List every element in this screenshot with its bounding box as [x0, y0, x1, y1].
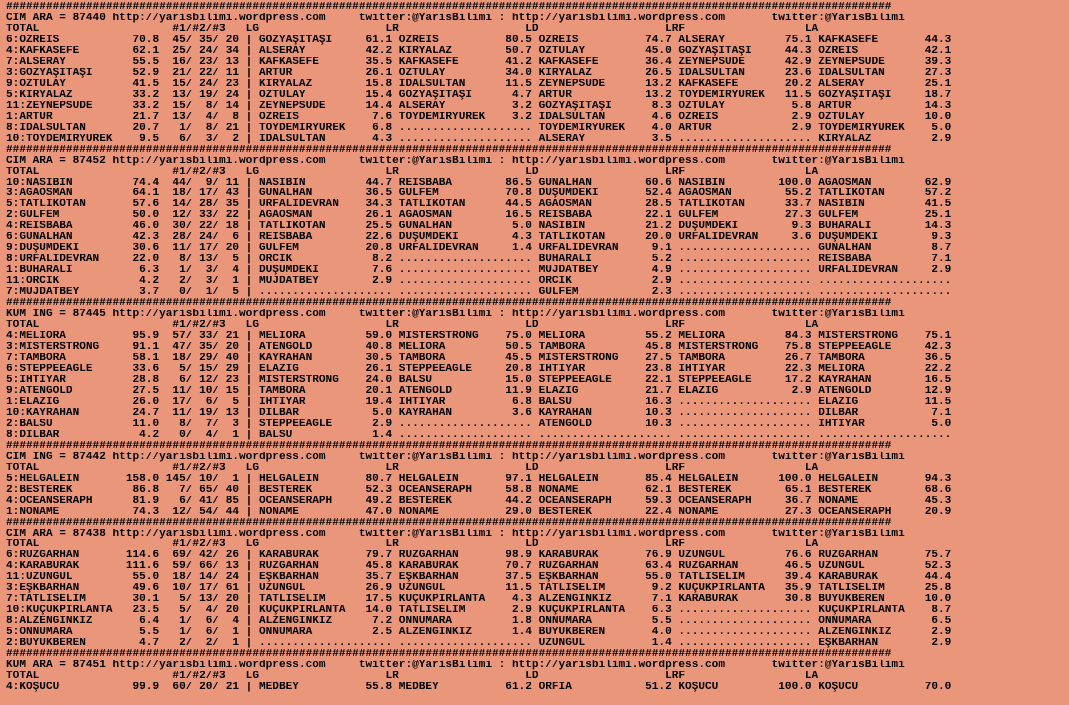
document-line: CIM ARA = 87438 http://yarisbilimi.wordpress.com twitter:@YarisBilimi : http://yarisbilimi.wordpress.com twitter:@YarisBilimi	[6, 528, 905, 540]
document-line: 4:KAFKASEFE 62.1 25/ 24/ 34 | ALSERAY 42.2 KIRYALAZ 50.7 ÖZTÜLAY 45.0 GÖZYAŞITAŞI 44.3 ÖZREİS 42.1	[6, 45, 952, 57]
document-line: KUM ARA = 87451 http://yarisbilimi.wordpress.com twitter:@YarisBilimi : http://yarisbilimi.wordpress.com twitter:@YarisBilimi	[6, 660, 905, 672]
document-line: 2:BALSU 11.0 8/ 7/ 3 | STEPPEEAGLE 2.9 .................... ATENGOLD 10.3 .................... İHTİYAR 5.0	[6, 418, 952, 430]
document-line: TOTAL #1/#2/#3 LG LR LD LRF LA	[6, 320, 819, 332]
document-line: 10:KÜÇÜKPIRLANTA 23.5 5/ 4/ 20 | KÜÇÜKPIRLANTA 14.0 TATLISELİM 2.9 KÜÇÜKPIRLANTA 6.3 .................... KÜÇÜKPIRLANTA 8.7	[6, 605, 952, 617]
document-line: 9:ATENGOLD 27.5 11/ 10/ 15 | TAMBORA 20.1 ATENGOLD 11.9 ELAZIĞ 21.7 ELAZIĞ 2.9 ATENGOLD 12.9	[6, 385, 952, 397]
document-line: 6:STEPPEEAGLE 33.6 5/ 15/ 29 | ELAZIĞ 26.1 STEPPEEAGLE 20.8 İHTİYAR 23.8 İHTİYAR 22.3 MELİORA 22.2	[6, 363, 952, 375]
document-line: 8:DİLBAR 4.2 0/ 4/ 1 | BALSU 1.4 .................... .................... .................... ....................	[6, 429, 952, 441]
document-line: 5:İHTİYAR 28.8 6/ 12/ 23 | MİSTERSTRONG 24.0 BALSU 15.0 STEPPEEAGLE 22.1 STEPPEEAGLE 17.2 KAYRAHAN 16.5	[6, 374, 952, 386]
document-line: 1:ARTUR 21.7 13/ 4/ 8 | ÖZREİS 7.6 TOYDEMİRYÜREK 3.2 İDALSULTAN 4.6 ÖZREİS 2.9 ÖZTÜLAY 10.0	[6, 111, 952, 123]
document-line: 8:İDALSULTAN 20.7 1/ 8/ 21 | TOYDEMİRYÜREK 6.8 .................... TOYDEMİRYÜREK 4.0 ARTUR 2.9 TOYDEMİRYÜREK 5.0	[6, 122, 952, 134]
document-line: #####################################################################################################################################	[6, 144, 892, 156]
document-line: 1:ELAZIĞ 26.0 17/ 6/ 5 | İHTİYAR 19.4 İHTİYAR 6.8 BALSU 16.3 .................... ELAZIĞ 11.5	[6, 396, 952, 408]
document-line: #####################################################################################################################################	[6, 298, 892, 310]
document-line: 8:ALZENGİNKİZ 6.4 1/ 6/ 4 | ALZENGİNKİZ 7.2 ONNUMARA 1.8 ONNUMARA 5.5 .................... ONNUMARA 6.5	[6, 616, 952, 628]
document-line: 5:KIRYALAZ 33.2 13/ 19/ 24 | ÖZTÜLAY 15.4 GÖZYAŞITAŞI 4.7 ARTUR 13.2 TOYDEMİRYÜREK 11.5 GÖZYAŞITAŞI 18.7	[6, 89, 952, 101]
document-line: 1:NONAME 74.3 12/ 54/ 44 | NONAME 47.0 NONAME 29.0 BESTEREK 22.4 NONAME 27.3 OCEANSERAPH 20.9	[6, 506, 952, 518]
document-line: 7:TAMBORA 58.1 18/ 29/ 40 | KAYRAHAN 30.5 TAMBORA 45.5 MİSTERSTRONG 27.5 TAMBORA 26.7 TAMBORA 36.5	[6, 353, 952, 364]
document-line: 5:HELGALEİN 158.0 145/ 10/ 1 | HELGALEİN 80.7 HELGALEİN 97.1 HELGALEİN 85.4 HELGALEİN 100.0 HELGALEİN 94.3	[6, 473, 952, 485]
document-line: 3:EŞKBARHAN 49.6 10/ 17/ 61 | UZUNGÜL 26.9 UZUNGÜL 11.5 TATLISELİM 9.2 KÜÇÜKPIRLANTA 35.9 TATLISELİM 25.8	[6, 583, 952, 595]
document-line: 4:MELİORA 95.9 57/ 33/ 21 | MELİORA 59.0 MİSTERSTRONG 75.0 MELİORA 55.2 MELİORA 84.3 MİSTERSTRONG 75.1	[6, 331, 952, 343]
document-line: 10:TOYDEMİRYÜREK 9.5 6/ 3/ 2 | İDALSULTAN 4.3 .................... ALSERAY 3.5 .................... KIRYALAZ 2.9	[6, 133, 952, 145]
document-line: #####################################################################################################################################	[6, 440, 892, 452]
document-line: TOTAL #1/#2/#3 LG LR LD LRF LA	[6, 462, 819, 474]
document-line: CIM İNG = 87442 http://yarisbilimi.wordpress.com twitter:@YarisBilimi : http://yarisbilimi.wordpress.com twitter:@YarisBilimi	[6, 451, 905, 463]
document-line: 3:GÖZYAŞITAŞI 52.9 21/ 22/ 11 | ARTUR 26.1 ÖZTÜLAY 34.0 KIRYALAZ 26.5 İDALSULTAN 23.6 İDALSULTAN 27.3	[6, 67, 952, 79]
document-line: 11:ZEYNEPSUDE 33.2 15/ 8/ 14 | ZEYNEPSUDE 14.4 ALSERAY 3.2 GÖZYAŞITAŞI 8.3 ÖZTÜLAY 5.8 ARTUR 14.3	[6, 100, 952, 112]
document-line: 7:TATLISELİM 30.1 5/ 13/ 20 | TATLISELİM 17.5 KÜÇÜKPIRLANTA 4.3 ALZENGİNKİZ 7.1 KARABURAK 30.8 BÜYÜKBEREN 10.0	[6, 594, 952, 606]
document-line: 5:ONNUMARA 5.5 1/ 6/ 1 | ONNUMARA 2.5 ALZENGİNKİZ 1.4 BÜYÜKBEREN 4.0 .................... ALZENGİNKİZ 2.9	[6, 627, 952, 639]
document-line: KUM İNG = 87445 http://yarisbilimi.wordpress.com twitter:@YarisBilimi : http://yarisbilimi.wordpress.com twitter:@YarisBilimi	[6, 309, 905, 321]
document-line: 11:ORCİK 4.2 2/ 3/ 1 | MÜJDATBEY 2.9 .................... ORCİK 2.9 .................... ....................	[6, 276, 952, 288]
document-line: 4:KARABURAK 111.6 59/ 66/ 13 | RÜZGARHAN 45.8 KARABURAK 70.7 RÜZGARHAN 63.4 RÜZGARHAN 46.5 UZUNGÜL 52.3	[6, 561, 952, 573]
document-line: TOTAL #1/#2/#3 LG LR LD LRF LA	[6, 671, 819, 683]
document-line: 3:MİSTERSTRONG 91.1 47/ 35/ 20 | ATENGOLD 40.8 MELİORA 50.5 TAMBORA 45.8 MİSTERSTRONG 75.8 STEPPEEAGLE 42.3	[6, 342, 952, 353]
document-line: 9:DÜŞÜMDEKİ 30.6 11/ 17/ 20 | GÜLFEM 20.8 URFALİDEVRAN 1.4 URFALİDEVRAN 9.1 .................... GÜNALHAN 8.7	[6, 243, 952, 255]
document-line: #####################################################################################################################################	[6, 2, 892, 13]
document-line: 2:GÜLFEM 50.0 12/ 33/ 22 | AĞAOSMAN 26.1 AĞAOSMAN 16.5 REİSBABA 22.1 GÜLFEM 27.3 GÜLFEM 25.1	[6, 210, 952, 222]
document-line: 7:MÜJDATBEY 3.7 0/ 1/ 5 | .................... .................... GÜLFEM 2.3 .................... ....................	[6, 287, 952, 299]
document-line: 8:URFALİDEVRAN 22.0 8/ 13/ 5 | ORCİK 8.2 .................... BUHARALI 5.2 .................... REİSBABA 7.1	[6, 254, 952, 266]
document-line: 10:NASİBİN 74.4 44/ 9/ 11 | NASİBİN 44.7 REİSBABA 86.5 GÜNALHAN 60.6 NASİBİN 100.0 AĞAOSMAN 62.9	[6, 177, 952, 189]
document-line: 5:TATLIKOTAN 57.6 14/ 28/ 35 | URFALİDEVRAN 34.3 TATLIKOTAN 44.5 AĞAOSMAN 28.5 TATLIKOTAN 33.7 NASİBİN 41.5	[6, 199, 952, 211]
document-line: TOTAL #1/#2/#3 LG LR LD LRF LA	[6, 166, 819, 178]
document-line: 6:GÜNALHAN 42.3 28/ 24/ 6 | REİSBABA 22.6 DÜŞÜMDEKİ 4.3 TATLIKOTAN 20.0 URFALİDEVRAN 3.6 DÜŞÜMDEKİ 9.3	[6, 232, 952, 244]
document-line: 11:UZUNGÜL 55.0 18/ 14/ 24 | EŞKBARHAN 35.7 EŞKBARHAN 37.5 EŞKBARHAN 55.0 TATLISELİM 39.4 KARABURAK 44.4	[6, 572, 952, 584]
document-line: 2:BESTEREK 86.8 7/ 65/ 40 | BESTEREK 52.3 OCEANSERAPH 58.8 NONAME 62.1 BESTEREK 65.1 BESTEREK 68.6	[6, 484, 952, 496]
document-line: 4:OCEANSERAPH 81.9 6/ 41/ 85 | OCEANSERAPH 49.2 BESTEREK 44.2 OCEANSERAPH 59.3 OCEANSERAPH 36.7 NONAME 45.3	[6, 495, 952, 507]
document-line: 9:ÖZTÜLAY 41.5 15/ 24/ 23 | KIRYALAZ 15.8 İDALSULTAN 11.5 ZEYNEPSUDE 13.2 KAFKASEFE 20.2 ALSERAY 25.1	[6, 78, 952, 90]
document-line: 7:ALSERAY 55.5 16/ 23/ 13 | KAFKASEFE 35.5 KAFKASEFE 41.2 KAFKASEFE 36.4 ZEYNEPSUDE 42.9 ZEYNEPSUDE 39.3	[6, 56, 952, 68]
document-line: TOTAL #1/#2/#3 LG LR LD LRF LA	[6, 23, 819, 35]
document-line: #####################################################################################################################################	[6, 517, 892, 529]
document-line: CIM ARA = 87440 http://yarisbilimi.wordpress.com twitter:@YarisBilimi : http://yarisbilimi.wordpress.com twitter:@YarisBilimi	[6, 12, 905, 24]
document-line: 1:BUHARALI 6.3 1/ 3/ 4 | DÜŞÜMDEKİ 7.6 .................... MÜJDATBEY 4.9 .................... URFALİDEVRAN 2.9	[6, 265, 952, 277]
document-line: 3:AĞAOSMAN 64.1 18/ 17/ 43 | GÜNALHAN 36.5 GÜLFEM 70.8 DÜŞÜMDEKİ 52.4 AĞAOSMAN 55.2 TATLIKOTAN 57.2	[6, 188, 952, 200]
document-line: 2:BÜYÜKBEREN 4.7 2/ 2/ 1 | .................... .................... UZUNGÜL 1.4 .................... EŞKBARHAN 2.9	[6, 638, 952, 650]
document-line: 4:REİSBABA 46.0 30/ 22/ 18 | TATLIKOTAN 25.5 GÜNALHAN 5.0 NASİBİN 21.2 DÜŞÜMDEKİ 9.3 BUHARALI 14.3	[6, 221, 952, 233]
document-line: #####################################################################################################################################	[6, 649, 892, 661]
document-line: 6:ÖZREİS 70.8 45/ 35/ 20 | GÖZYAŞITAŞI 61.1 ÖZREİS 80.5 ÖZREİS 74.7 ALSERAY 75.1 KAFKASEFE 44.3	[6, 34, 952, 46]
document-line: 6:RÜZGARHAN 114.6 69/ 42/ 26 | KARABURAK 79.7 RÜZGARHAN 98.9 KARABURAK 76.9 UZUNGÜL 76.6 RÜZGARHAN 75.7	[6, 550, 952, 562]
document-line: 4:KOŞUCU 99.9 60/ 20/ 21 | MEDBEY 55.8 MEDBEY 61.2 ORFİA 51.2 KOŞUCU 100.0 KOŞUCU 70.0	[6, 682, 952, 694]
document-line: TOTAL #1/#2/#3 LG LR LD LRF LA	[6, 539, 819, 551]
document-line: CIM ARA = 87452 http://yarisbilimi.wordpress.com twitter:@YarisBilimi : http://yarisbilimi.wordpress.com twitter:@YarisBilimi	[6, 155, 905, 167]
document-line: 10:KAYRAHAN 24.7 11/ 19/ 13 | DİLBAR 5.0 KAYRAHAN 3.6 KAYRAHAN 10.3 .................... DİLBAR 7.1	[6, 407, 952, 419]
